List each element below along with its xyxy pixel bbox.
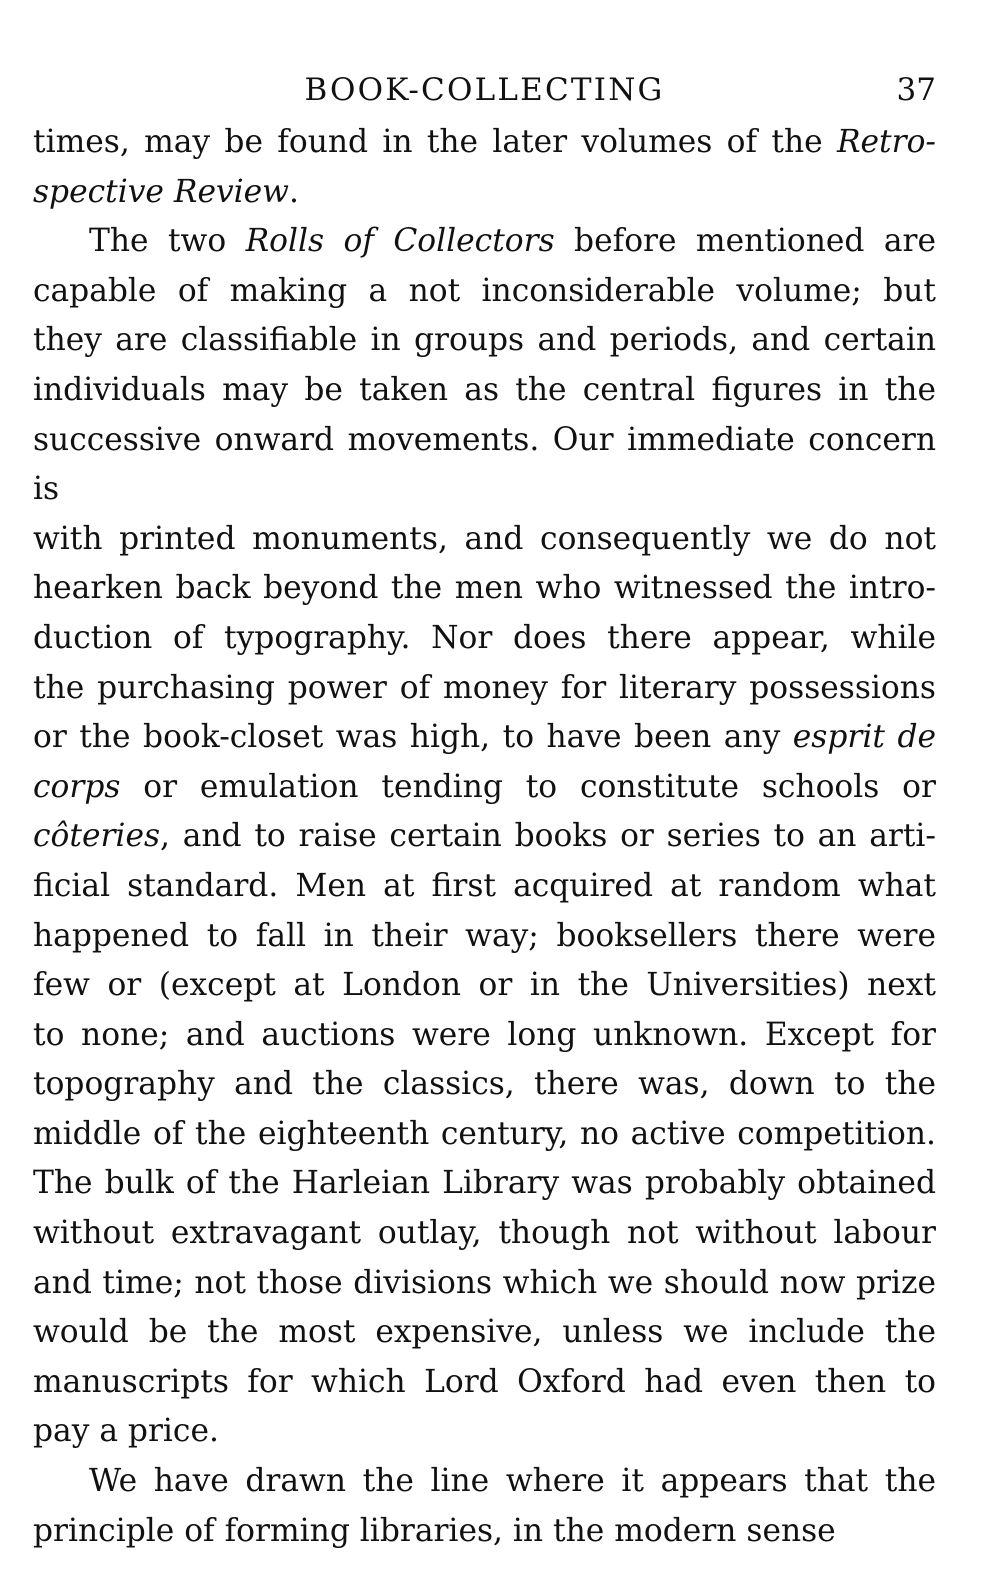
text-run: duction of typography. Nor does there appear, while xyxy=(33,619,936,656)
text-run: they are classifiable in groups and periods, and certain xyxy=(33,322,936,359)
text-run: and time; not those divisions which we should now prize xyxy=(33,1264,936,1301)
text-run: would be the most expensive, unless we include the xyxy=(33,1314,936,1351)
text-run: principle of forming libraries, in the modern sense xyxy=(33,1512,836,1549)
text-line xyxy=(33,1507,936,1557)
text-line xyxy=(33,366,936,416)
text-line xyxy=(33,862,936,912)
text-line xyxy=(33,1308,936,1358)
italic-run: Retro- xyxy=(836,124,936,160)
text-line xyxy=(33,1159,936,1209)
text-run: before mentioned are xyxy=(554,223,936,260)
text-run: or the book-closet was high, to have been any xyxy=(33,719,793,756)
page-number: 37 xyxy=(896,72,936,108)
text-line xyxy=(33,168,936,218)
running-head-title: BOOK-COLLECTING xyxy=(304,72,665,108)
text-line xyxy=(33,1060,936,1110)
text-line xyxy=(33,1407,936,1457)
book-page xyxy=(33,60,936,1556)
running-head xyxy=(33,60,936,118)
text-run: The bulk of the Harleian Library was probably obtained xyxy=(33,1165,936,1202)
text-line xyxy=(33,1011,936,1061)
text-line xyxy=(33,961,936,1011)
text-run: times, may be found in the later volumes of the xyxy=(33,124,837,160)
text-run: without extravagant outlay, though not without labour xyxy=(33,1215,936,1252)
text-line xyxy=(33,664,936,714)
text-line xyxy=(33,118,936,168)
text-line xyxy=(33,1457,936,1507)
text-run: the purchasing power of money for literary possessions xyxy=(33,669,936,706)
text-run: . xyxy=(288,173,299,210)
text-line xyxy=(33,763,936,813)
text-run: , and to raise certain books or series to an arti- xyxy=(160,818,936,855)
text-line xyxy=(33,614,936,664)
italic-run: esprit de xyxy=(792,719,936,756)
text-run: individuals may be taken as the central figures in the xyxy=(33,371,936,408)
text-run: middle of the eighteenth century, no active competition. xyxy=(33,1115,936,1152)
italic-run: corps xyxy=(33,768,121,805)
text-line xyxy=(33,713,936,763)
text-line xyxy=(33,267,936,317)
text-run: ficial standard. Men at first acquired at random what xyxy=(33,867,936,904)
text-run: successive onward movements. Our immediate concern is xyxy=(33,421,936,508)
text-line xyxy=(33,1358,936,1408)
text-run: or emulation tending to constitute schools or xyxy=(120,768,936,805)
text-line xyxy=(33,1259,936,1309)
body-text xyxy=(33,118,936,1556)
text-line xyxy=(33,416,936,515)
text-run: to none; and auctions were long unknown. Except for xyxy=(33,1016,936,1053)
text-run: with printed monuments, and consequently we do not xyxy=(33,520,936,557)
italic-run: spective Review xyxy=(33,173,289,210)
text-run: topography and the classics, there was, down to the xyxy=(33,1066,936,1103)
paragraph-1 xyxy=(33,118,936,217)
text-line xyxy=(33,912,936,962)
text-run: capable of making a not inconsiderable volume; but xyxy=(33,272,936,309)
paragraph-2 xyxy=(33,217,936,1457)
text-run: manuscripts for which Lord Oxford had even then to xyxy=(33,1363,936,1400)
paragraph-3 xyxy=(33,1457,936,1556)
text-run: We have drawn the line where it appears that the xyxy=(89,1463,936,1500)
text-line xyxy=(33,316,936,366)
text-run: hearken back beyond the men who witnessed the intro- xyxy=(33,570,936,607)
text-run: The two xyxy=(89,223,246,260)
text-line xyxy=(33,1209,936,1259)
text-line xyxy=(33,812,936,862)
text-line xyxy=(33,515,936,565)
text-run: happened to fall in their way; booksellers there were xyxy=(33,917,936,954)
italic-run: Rolls of Collectors xyxy=(245,223,555,260)
text-run: pay a price. xyxy=(33,1413,219,1450)
text-line xyxy=(33,217,936,267)
text-run: few or (except at London or in the Universities) next xyxy=(33,967,936,1004)
text-line xyxy=(33,564,936,614)
italic-run: côteries xyxy=(33,818,161,855)
text-line xyxy=(33,1110,936,1160)
